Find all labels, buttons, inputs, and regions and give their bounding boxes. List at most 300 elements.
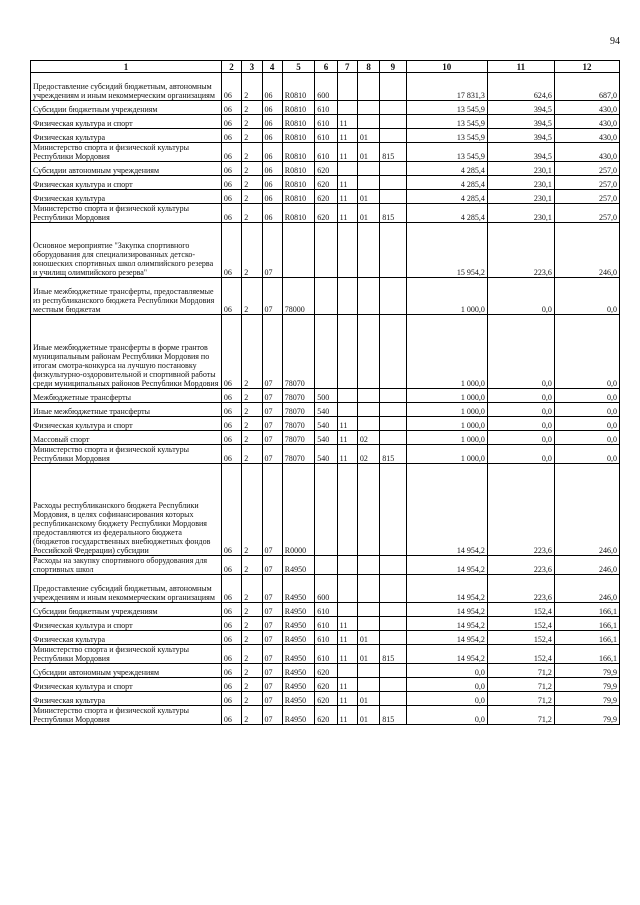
subprogram-code: 2 bbox=[242, 315, 262, 389]
program-code: 06 bbox=[221, 431, 241, 445]
expense-type: 610 bbox=[315, 143, 337, 162]
expense-type: 540 bbox=[315, 445, 337, 464]
subsection bbox=[357, 678, 379, 692]
table-row bbox=[31, 575, 620, 603]
table-row bbox=[31, 223, 620, 278]
section bbox=[337, 403, 357, 417]
row-name: Министерство спорта и физической культуры Республики Мордовия bbox=[31, 143, 222, 162]
expense-type: 620 bbox=[315, 692, 337, 706]
ministry-code bbox=[380, 431, 406, 445]
expense-type: 620 bbox=[315, 176, 337, 190]
column-header: 9 bbox=[380, 61, 406, 73]
ministry-code bbox=[380, 315, 406, 389]
amount-col12: 0,0 bbox=[554, 278, 619, 315]
amount-col10: 4 285,4 bbox=[406, 162, 487, 176]
subprogram-code: 2 bbox=[242, 445, 262, 464]
event-code: 07 bbox=[262, 575, 282, 603]
subprogram-code: 2 bbox=[242, 204, 262, 223]
subprogram-code: 2 bbox=[242, 617, 262, 631]
amount-col10: 0,0 bbox=[406, 678, 487, 692]
row-name: Субсидии автономным учреждениям bbox=[31, 162, 222, 176]
event-code: 06 bbox=[262, 101, 282, 115]
subprogram-code: 2 bbox=[242, 664, 262, 678]
table-row bbox=[31, 176, 620, 190]
ministry-code: 815 bbox=[380, 143, 406, 162]
ministry-code bbox=[380, 278, 406, 315]
row-name: Физическая культура и спорт bbox=[31, 176, 222, 190]
subprogram-code: 2 bbox=[242, 603, 262, 617]
ministry-code bbox=[380, 223, 406, 278]
event-code: 07 bbox=[262, 431, 282, 445]
subprogram-code: 2 bbox=[242, 678, 262, 692]
ministry-code bbox=[380, 190, 406, 204]
row-name: Основное мероприятие "Закупка спортивного оборудования для специализированных детско-юношеских спортивных школ олимпийского резерва и училищ олимпийского резерва" bbox=[31, 223, 222, 278]
amount-col12: 166,1 bbox=[554, 631, 619, 645]
amount-col12: 0,0 bbox=[554, 445, 619, 464]
amount-col11: 223,6 bbox=[487, 575, 554, 603]
direction-code: R0810 bbox=[282, 101, 314, 115]
ministry-code: 815 bbox=[380, 645, 406, 664]
ministry-code bbox=[380, 176, 406, 190]
amount-col10: 1 000,0 bbox=[406, 278, 487, 315]
subsection: 01 bbox=[357, 706, 379, 725]
section bbox=[337, 464, 357, 556]
program-code: 06 bbox=[221, 204, 241, 223]
table-row bbox=[31, 403, 620, 417]
ministry-code bbox=[380, 678, 406, 692]
expense-type: 620 bbox=[315, 664, 337, 678]
column-header: 2 bbox=[221, 61, 241, 73]
section: 11 bbox=[337, 204, 357, 223]
amount-col11: 230,1 bbox=[487, 204, 554, 223]
amount-col12: 430,0 bbox=[554, 101, 619, 115]
table-row bbox=[31, 73, 620, 101]
section: 11 bbox=[337, 115, 357, 129]
amount-col10: 14 954,2 bbox=[406, 603, 487, 617]
column-header: 11 bbox=[487, 61, 554, 73]
table-row bbox=[31, 315, 620, 389]
amount-col10: 4 285,4 bbox=[406, 190, 487, 204]
program-code: 06 bbox=[221, 706, 241, 725]
subprogram-code: 2 bbox=[242, 464, 262, 556]
column-header: 5 bbox=[282, 61, 314, 73]
event-code: 07 bbox=[262, 645, 282, 664]
table-row bbox=[31, 115, 620, 129]
expense-type bbox=[315, 556, 337, 575]
amount-col12: 79,9 bbox=[554, 706, 619, 725]
column-header: 4 bbox=[262, 61, 282, 73]
amount-col11: 152,4 bbox=[487, 617, 554, 631]
amount-col10: 4 285,4 bbox=[406, 204, 487, 223]
table-row bbox=[31, 431, 620, 445]
amount-col11: 152,4 bbox=[487, 603, 554, 617]
event-code: 06 bbox=[262, 143, 282, 162]
amount-col11: 71,2 bbox=[487, 664, 554, 678]
row-name: Физическая культура bbox=[31, 631, 222, 645]
row-name: Субсидии автономным учреждениям bbox=[31, 664, 222, 678]
direction-code: R0810 bbox=[282, 204, 314, 223]
amount-col10: 13 545,9 bbox=[406, 143, 487, 162]
event-code: 07 bbox=[262, 603, 282, 617]
amount-col12: 166,1 bbox=[554, 617, 619, 631]
amount-col10: 13 545,9 bbox=[406, 129, 487, 143]
subsection bbox=[357, 315, 379, 389]
subprogram-code: 2 bbox=[242, 115, 262, 129]
amount-col11: 230,1 bbox=[487, 162, 554, 176]
ministry-code bbox=[380, 556, 406, 575]
section bbox=[337, 101, 357, 115]
row-name: Иные межбюджетные трансферты в форме грантов муниципальным районам Республики Мордовия по итогам смотра-конкурса на лучшую постановку физкультурно-оздоровительной и спортивной работы среди муниципальных районов Республики Мордовия bbox=[31, 315, 222, 389]
amount-col10: 1 000,0 bbox=[406, 315, 487, 389]
subprogram-code: 2 bbox=[242, 417, 262, 431]
amount-col12: 0,0 bbox=[554, 403, 619, 417]
ministry-code: 815 bbox=[380, 706, 406, 725]
subsection: 01 bbox=[357, 204, 379, 223]
column-header: 12 bbox=[554, 61, 619, 73]
subprogram-code: 2 bbox=[242, 73, 262, 101]
row-name: Предоставление субсидий бюджетным, автономным учреждениям и иным некоммерческим организациям bbox=[31, 73, 222, 101]
ministry-code bbox=[380, 389, 406, 403]
page-number: 94 bbox=[610, 36, 620, 47]
program-code: 06 bbox=[221, 556, 241, 575]
direction-code: R4950 bbox=[282, 706, 314, 725]
expense-type: 610 bbox=[315, 129, 337, 143]
row-name: Министерство спорта и физической культуры Республики Мордовия bbox=[31, 204, 222, 223]
section: 11 bbox=[337, 706, 357, 725]
ministry-code bbox=[380, 692, 406, 706]
event-code: 07 bbox=[262, 664, 282, 678]
subprogram-code: 2 bbox=[242, 223, 262, 278]
amount-col12: 79,9 bbox=[554, 692, 619, 706]
direction-code: 78070 bbox=[282, 315, 314, 389]
table-row bbox=[31, 190, 620, 204]
amount-col12: 246,0 bbox=[554, 223, 619, 278]
row-name: Субсидии бюджетным учреждениям bbox=[31, 603, 222, 617]
table-row bbox=[31, 101, 620, 115]
amount-col12: 246,0 bbox=[554, 556, 619, 575]
expense-type: 620 bbox=[315, 678, 337, 692]
table-row bbox=[31, 445, 620, 464]
event-code: 06 bbox=[262, 115, 282, 129]
expense-type: 540 bbox=[315, 417, 337, 431]
expense-type: 540 bbox=[315, 403, 337, 417]
table-row bbox=[31, 631, 620, 645]
amount-col10: 14 954,2 bbox=[406, 464, 487, 556]
amount-col11: 0,0 bbox=[487, 389, 554, 403]
program-code: 06 bbox=[221, 223, 241, 278]
column-header: 7 bbox=[337, 61, 357, 73]
row-name: Массовый спорт bbox=[31, 431, 222, 445]
program-code: 06 bbox=[221, 403, 241, 417]
subprogram-code: 2 bbox=[242, 692, 262, 706]
column-header: 8 bbox=[357, 61, 379, 73]
direction-code: R0810 bbox=[282, 129, 314, 143]
ministry-code: 815 bbox=[380, 204, 406, 223]
table-body bbox=[31, 73, 620, 725]
expense-type bbox=[315, 464, 337, 556]
row-name: Министерство спорта и физической культуры Республики Мордовия bbox=[31, 645, 222, 664]
amount-col10: 14 954,2 bbox=[406, 617, 487, 631]
section bbox=[337, 603, 357, 617]
section: 11 bbox=[337, 678, 357, 692]
row-name: Иные межбюджетные трансферты bbox=[31, 403, 222, 417]
event-code: 06 bbox=[262, 129, 282, 143]
expense-type: 610 bbox=[315, 631, 337, 645]
section: 11 bbox=[337, 617, 357, 631]
direction-code bbox=[282, 223, 314, 278]
expense-type: 620 bbox=[315, 706, 337, 725]
amount-col10: 13 545,9 bbox=[406, 115, 487, 129]
subsection bbox=[357, 464, 379, 556]
expense-type: 610 bbox=[315, 101, 337, 115]
expense-type bbox=[315, 315, 337, 389]
amount-col12: 246,0 bbox=[554, 575, 619, 603]
event-code: 07 bbox=[262, 678, 282, 692]
amount-col11: 230,1 bbox=[487, 176, 554, 190]
table-row bbox=[31, 278, 620, 315]
table-row bbox=[31, 417, 620, 431]
program-code: 06 bbox=[221, 445, 241, 464]
subsection bbox=[357, 575, 379, 603]
amount-col12: 0,0 bbox=[554, 315, 619, 389]
amount-col11: 152,4 bbox=[487, 631, 554, 645]
ministry-code: 815 bbox=[380, 445, 406, 464]
row-name: Расходы на закупку спортивного оборудования для спортивных школ bbox=[31, 556, 222, 575]
amount-col10: 4 285,4 bbox=[406, 176, 487, 190]
event-code: 07 bbox=[262, 556, 282, 575]
subsection bbox=[357, 389, 379, 403]
table-row bbox=[31, 678, 620, 692]
event-code: 06 bbox=[262, 190, 282, 204]
row-name: Физическая культура bbox=[31, 129, 222, 143]
section bbox=[337, 162, 357, 176]
section: 11 bbox=[337, 129, 357, 143]
direction-code: R4950 bbox=[282, 617, 314, 631]
subprogram-code: 2 bbox=[242, 162, 262, 176]
ministry-code bbox=[380, 129, 406, 143]
subsection bbox=[357, 417, 379, 431]
row-name: Межбюджетные трансферты bbox=[31, 389, 222, 403]
amount-col12: 166,1 bbox=[554, 645, 619, 664]
amount-col10: 0,0 bbox=[406, 706, 487, 725]
program-code: 06 bbox=[221, 631, 241, 645]
ministry-code bbox=[380, 631, 406, 645]
ministry-code bbox=[380, 101, 406, 115]
ministry-code bbox=[380, 664, 406, 678]
row-name: Расходы республиканского бюджета Республики Мордовия, в целях софинансирования которых республиканскому бюджету Республики Мордовия предоставляются из федерального бюджета (бюджетов государственных внебюджетных фондов Российской Федерации) субсидии bbox=[31, 464, 222, 556]
amount-col11: 394,5 bbox=[487, 115, 554, 129]
program-code: 06 bbox=[221, 389, 241, 403]
amount-col11: 230,1 bbox=[487, 190, 554, 204]
subprogram-code: 2 bbox=[242, 278, 262, 315]
event-code: 06 bbox=[262, 176, 282, 190]
subsection: 01 bbox=[357, 645, 379, 664]
program-code: 06 bbox=[221, 678, 241, 692]
section: 11 bbox=[337, 431, 357, 445]
expense-type: 610 bbox=[315, 115, 337, 129]
subprogram-code: 2 bbox=[242, 129, 262, 143]
expense-type: 610 bbox=[315, 645, 337, 664]
direction-code: R4950 bbox=[282, 556, 314, 575]
subsection bbox=[357, 115, 379, 129]
subsection bbox=[357, 403, 379, 417]
program-code: 06 bbox=[221, 575, 241, 603]
table-row bbox=[31, 204, 620, 223]
ministry-code bbox=[380, 403, 406, 417]
row-name: Министерство спорта и физической культуры Республики Мордовия bbox=[31, 706, 222, 725]
subsection: 01 bbox=[357, 129, 379, 143]
amount-col10: 0,0 bbox=[406, 664, 487, 678]
direction-code: 78070 bbox=[282, 417, 314, 431]
ministry-code bbox=[380, 162, 406, 176]
subprogram-code: 2 bbox=[242, 556, 262, 575]
subsection: 02 bbox=[357, 445, 379, 464]
row-name: Физическая культура и спорт bbox=[31, 617, 222, 631]
section: 11 bbox=[337, 445, 357, 464]
subprogram-code: 2 bbox=[242, 190, 262, 204]
amount-col12: 430,0 bbox=[554, 143, 619, 162]
expense-type: 620 bbox=[315, 204, 337, 223]
ministry-code bbox=[380, 73, 406, 101]
column-header: 6 bbox=[315, 61, 337, 73]
table-row bbox=[31, 129, 620, 143]
event-code: 07 bbox=[262, 464, 282, 556]
expense-type: 620 bbox=[315, 190, 337, 204]
subprogram-code: 2 bbox=[242, 431, 262, 445]
ministry-code bbox=[380, 464, 406, 556]
expense-type: 600 bbox=[315, 73, 337, 101]
event-code: 06 bbox=[262, 73, 282, 101]
amount-col11: 0,0 bbox=[487, 445, 554, 464]
amount-col11: 223,6 bbox=[487, 464, 554, 556]
amount-col12: 257,0 bbox=[554, 162, 619, 176]
event-code: 07 bbox=[262, 706, 282, 725]
direction-code: 78000 bbox=[282, 278, 314, 315]
table-row bbox=[31, 389, 620, 403]
expense-type bbox=[315, 278, 337, 315]
direction-code: 78070 bbox=[282, 403, 314, 417]
subprogram-code: 2 bbox=[242, 403, 262, 417]
amount-col12: 0,0 bbox=[554, 431, 619, 445]
amount-col10: 14 954,2 bbox=[406, 631, 487, 645]
subprogram-code: 2 bbox=[242, 143, 262, 162]
amount-col10: 14 954,2 bbox=[406, 575, 487, 603]
amount-col11: 0,0 bbox=[487, 431, 554, 445]
amount-col11: 223,6 bbox=[487, 223, 554, 278]
amount-col11: 394,5 bbox=[487, 143, 554, 162]
program-code: 06 bbox=[221, 617, 241, 631]
section bbox=[337, 556, 357, 575]
subprogram-code: 2 bbox=[242, 101, 262, 115]
table-row bbox=[31, 556, 620, 575]
amount-col12: 257,0 bbox=[554, 204, 619, 223]
subprogram-code: 2 bbox=[242, 706, 262, 725]
program-code: 06 bbox=[221, 278, 241, 315]
table-row bbox=[31, 645, 620, 664]
program-code: 06 bbox=[221, 162, 241, 176]
amount-col12: 430,0 bbox=[554, 129, 619, 143]
direction-code: R4950 bbox=[282, 631, 314, 645]
table-row bbox=[31, 143, 620, 162]
subsection: 01 bbox=[357, 631, 379, 645]
subprogram-code: 2 bbox=[242, 645, 262, 664]
amount-col11: 71,2 bbox=[487, 706, 554, 725]
amount-col10: 1 000,0 bbox=[406, 389, 487, 403]
amount-col11: 0,0 bbox=[487, 315, 554, 389]
subsection bbox=[357, 101, 379, 115]
program-code: 06 bbox=[221, 101, 241, 115]
program-code: 06 bbox=[221, 115, 241, 129]
subsection bbox=[357, 176, 379, 190]
section bbox=[337, 73, 357, 101]
amount-col12: 246,0 bbox=[554, 464, 619, 556]
amount-col10: 13 545,9 bbox=[406, 101, 487, 115]
column-header: 3 bbox=[242, 61, 262, 73]
subprogram-code: 2 bbox=[242, 176, 262, 190]
table-row bbox=[31, 692, 620, 706]
subsection bbox=[357, 603, 379, 617]
ministry-code bbox=[380, 575, 406, 603]
amount-col10: 0,0 bbox=[406, 692, 487, 706]
amount-col12: 0,0 bbox=[554, 417, 619, 431]
amount-col12: 79,9 bbox=[554, 678, 619, 692]
section bbox=[337, 575, 357, 603]
amount-col11: 71,2 bbox=[487, 692, 554, 706]
amount-col12: 166,1 bbox=[554, 603, 619, 617]
row-name: Физическая культура и спорт bbox=[31, 115, 222, 129]
row-name: Физическая культура и спорт bbox=[31, 417, 222, 431]
direction-code: R4950 bbox=[282, 645, 314, 664]
amount-col10: 17 831,3 bbox=[406, 73, 487, 101]
event-code: 07 bbox=[262, 315, 282, 389]
program-code: 06 bbox=[221, 143, 241, 162]
row-name: Физическая культура bbox=[31, 190, 222, 204]
amount-col10: 1 000,0 bbox=[406, 417, 487, 431]
subsection: 02 bbox=[357, 431, 379, 445]
section bbox=[337, 278, 357, 315]
program-code: 06 bbox=[221, 692, 241, 706]
section bbox=[337, 315, 357, 389]
section: 11 bbox=[337, 190, 357, 204]
amount-col11: 71,2 bbox=[487, 678, 554, 692]
direction-code: R4950 bbox=[282, 575, 314, 603]
section bbox=[337, 223, 357, 278]
amount-col10: 14 954,2 bbox=[406, 556, 487, 575]
subprogram-code: 2 bbox=[242, 631, 262, 645]
amount-col11: 624,6 bbox=[487, 73, 554, 101]
section: 11 bbox=[337, 417, 357, 431]
expense-type bbox=[315, 223, 337, 278]
direction-code: R4950 bbox=[282, 692, 314, 706]
event-code: 06 bbox=[262, 162, 282, 176]
amount-col10: 1 000,0 bbox=[406, 403, 487, 417]
subsection bbox=[357, 73, 379, 101]
amount-col11: 223,6 bbox=[487, 556, 554, 575]
budget-table bbox=[30, 60, 620, 725]
direction-code: 78070 bbox=[282, 431, 314, 445]
subsection bbox=[357, 162, 379, 176]
program-code: 06 bbox=[221, 603, 241, 617]
row-name: Физическая культура и спорт bbox=[31, 678, 222, 692]
event-code: 07 bbox=[262, 631, 282, 645]
table-row bbox=[31, 664, 620, 678]
section bbox=[337, 389, 357, 403]
direction-code: R0810 bbox=[282, 73, 314, 101]
direction-code: R4950 bbox=[282, 664, 314, 678]
amount-col12: 79,9 bbox=[554, 664, 619, 678]
amount-col11: 0,0 bbox=[487, 417, 554, 431]
event-code: 07 bbox=[262, 278, 282, 315]
